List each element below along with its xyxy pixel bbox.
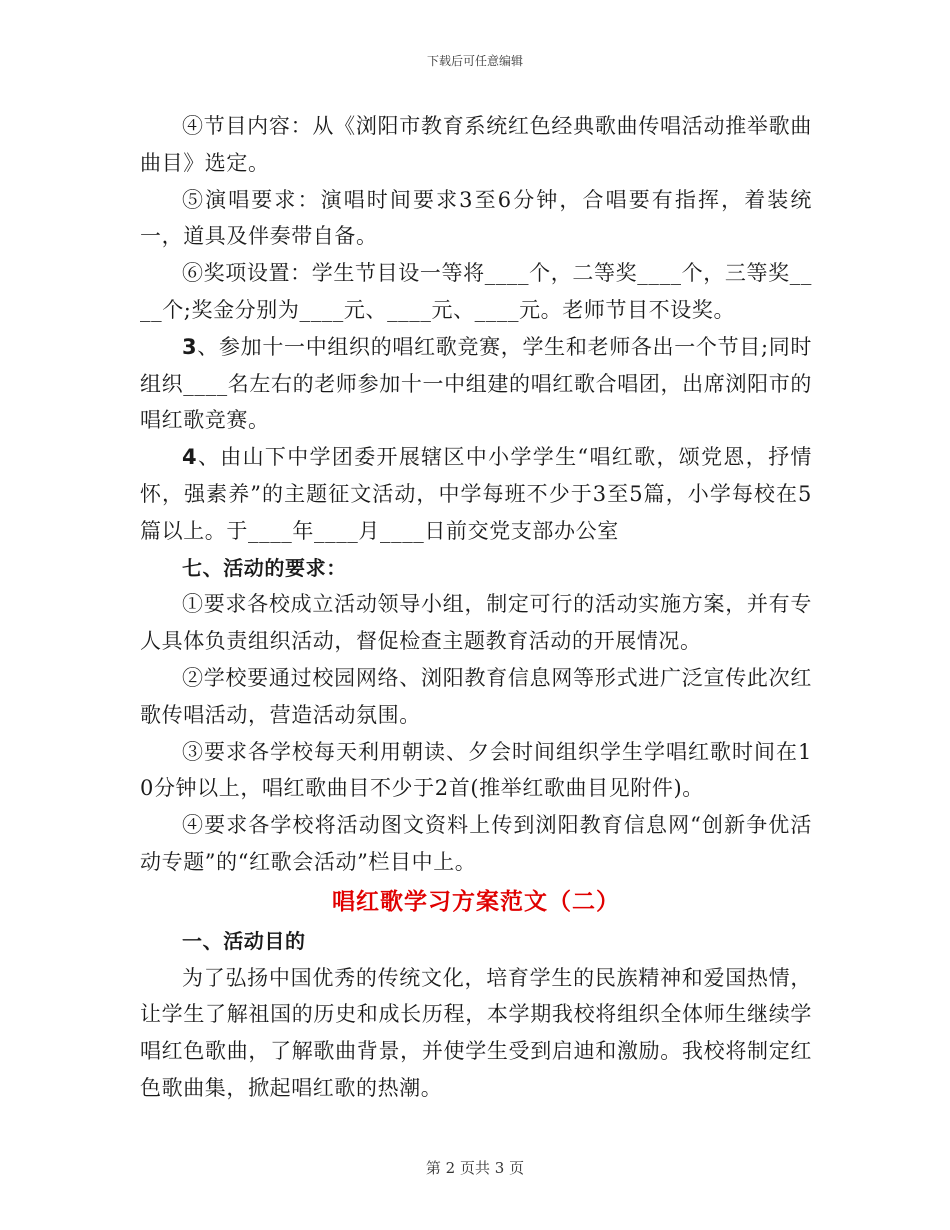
requirement-item: ③要求各学校每天利用朝读、夕会时间组织学生学唱红歌时间在10分钟以上，唱红歌曲目不少于2首(推举红歌曲目见附件)。 xyxy=(140,739,812,801)
item-text: 、由山下中学团委开展辖区中小学学生“唱红歌，颂党恩，抒情怀，强素养”的主题征文活动，中学每班不少于3至5篇，小学每校在5篇以上。于____年____月____日前交党支部办公室 xyxy=(140,445,812,543)
paragraph-program-content: ④节目内容：从《浏阳市教育系统红色经典歌曲传唱活动推举歌曲曲目》选定。 xyxy=(140,114,812,175)
paragraph-item-3 xyxy=(140,329,812,439)
page-header: 下载后可任意编辑 xyxy=(426,54,523,68)
section-heading-purpose: 一、活动目的 xyxy=(182,928,306,953)
item-text: 、参加十一中组织的唱红歌竞赛，学生和老师各出一个节目;同时组织____名左右的老师参加十一中组建的唱红歌合唱团，出席浏阳市的唱红歌竞赛。 xyxy=(140,334,812,433)
item-number: 3 xyxy=(182,334,198,359)
page-footer: 第 2 页共 3 页 xyxy=(425,1159,525,1177)
requirement-item: ①要求各校成立活动领导小组，制定可行的活动实施方案，并有专人具体负责组织活动，督促检查主题教育活动的开展情况。 xyxy=(140,592,812,654)
paragraph-item-4 xyxy=(140,439,812,549)
requirement-item: ②学校要通过校园网络、浏阳教育信息网等形式进广泛宣传此次红歌传唱活动，营造活动氛围。 xyxy=(140,665,812,727)
document-body xyxy=(140,108,812,1107)
paragraph-purpose: 为了弘扬中国优秀的传统文化，培育学生的民族精神和爱国热情，让学生了解祖国的历史和成长历程，本学期我校将组织全体师生继续学唱红色歌曲，了解歌曲背景，并使学生受到启迪和激励。我校将制定红色歌曲集，掀起唱红歌的热潮。 xyxy=(140,965,812,1100)
section-heading-requirements: 七、活动的要求： xyxy=(182,555,347,580)
paragraph-performance-requirements: ⑤演唱要求：演唱时间要求3至6分钟，合唱要有指挥，着装统一，道具及伴奏带自备。 xyxy=(140,187,812,249)
item-number: 4 xyxy=(182,445,198,470)
requirement-item: ④要求各学校将活动图文资料上传到浏阳教育信息网“创新争优活动专题”的“红歌会活动”栏目中上。 xyxy=(140,813,812,874)
paragraph-award-settings: ⑥奖项设置：学生节目设一等将____个，二等奖____个，三等奖____个;奖金分别为____元、____元、____元。老师节目不设奖。 xyxy=(140,261,812,322)
document-title: 唱红歌学习方案范文（二） xyxy=(332,888,620,915)
